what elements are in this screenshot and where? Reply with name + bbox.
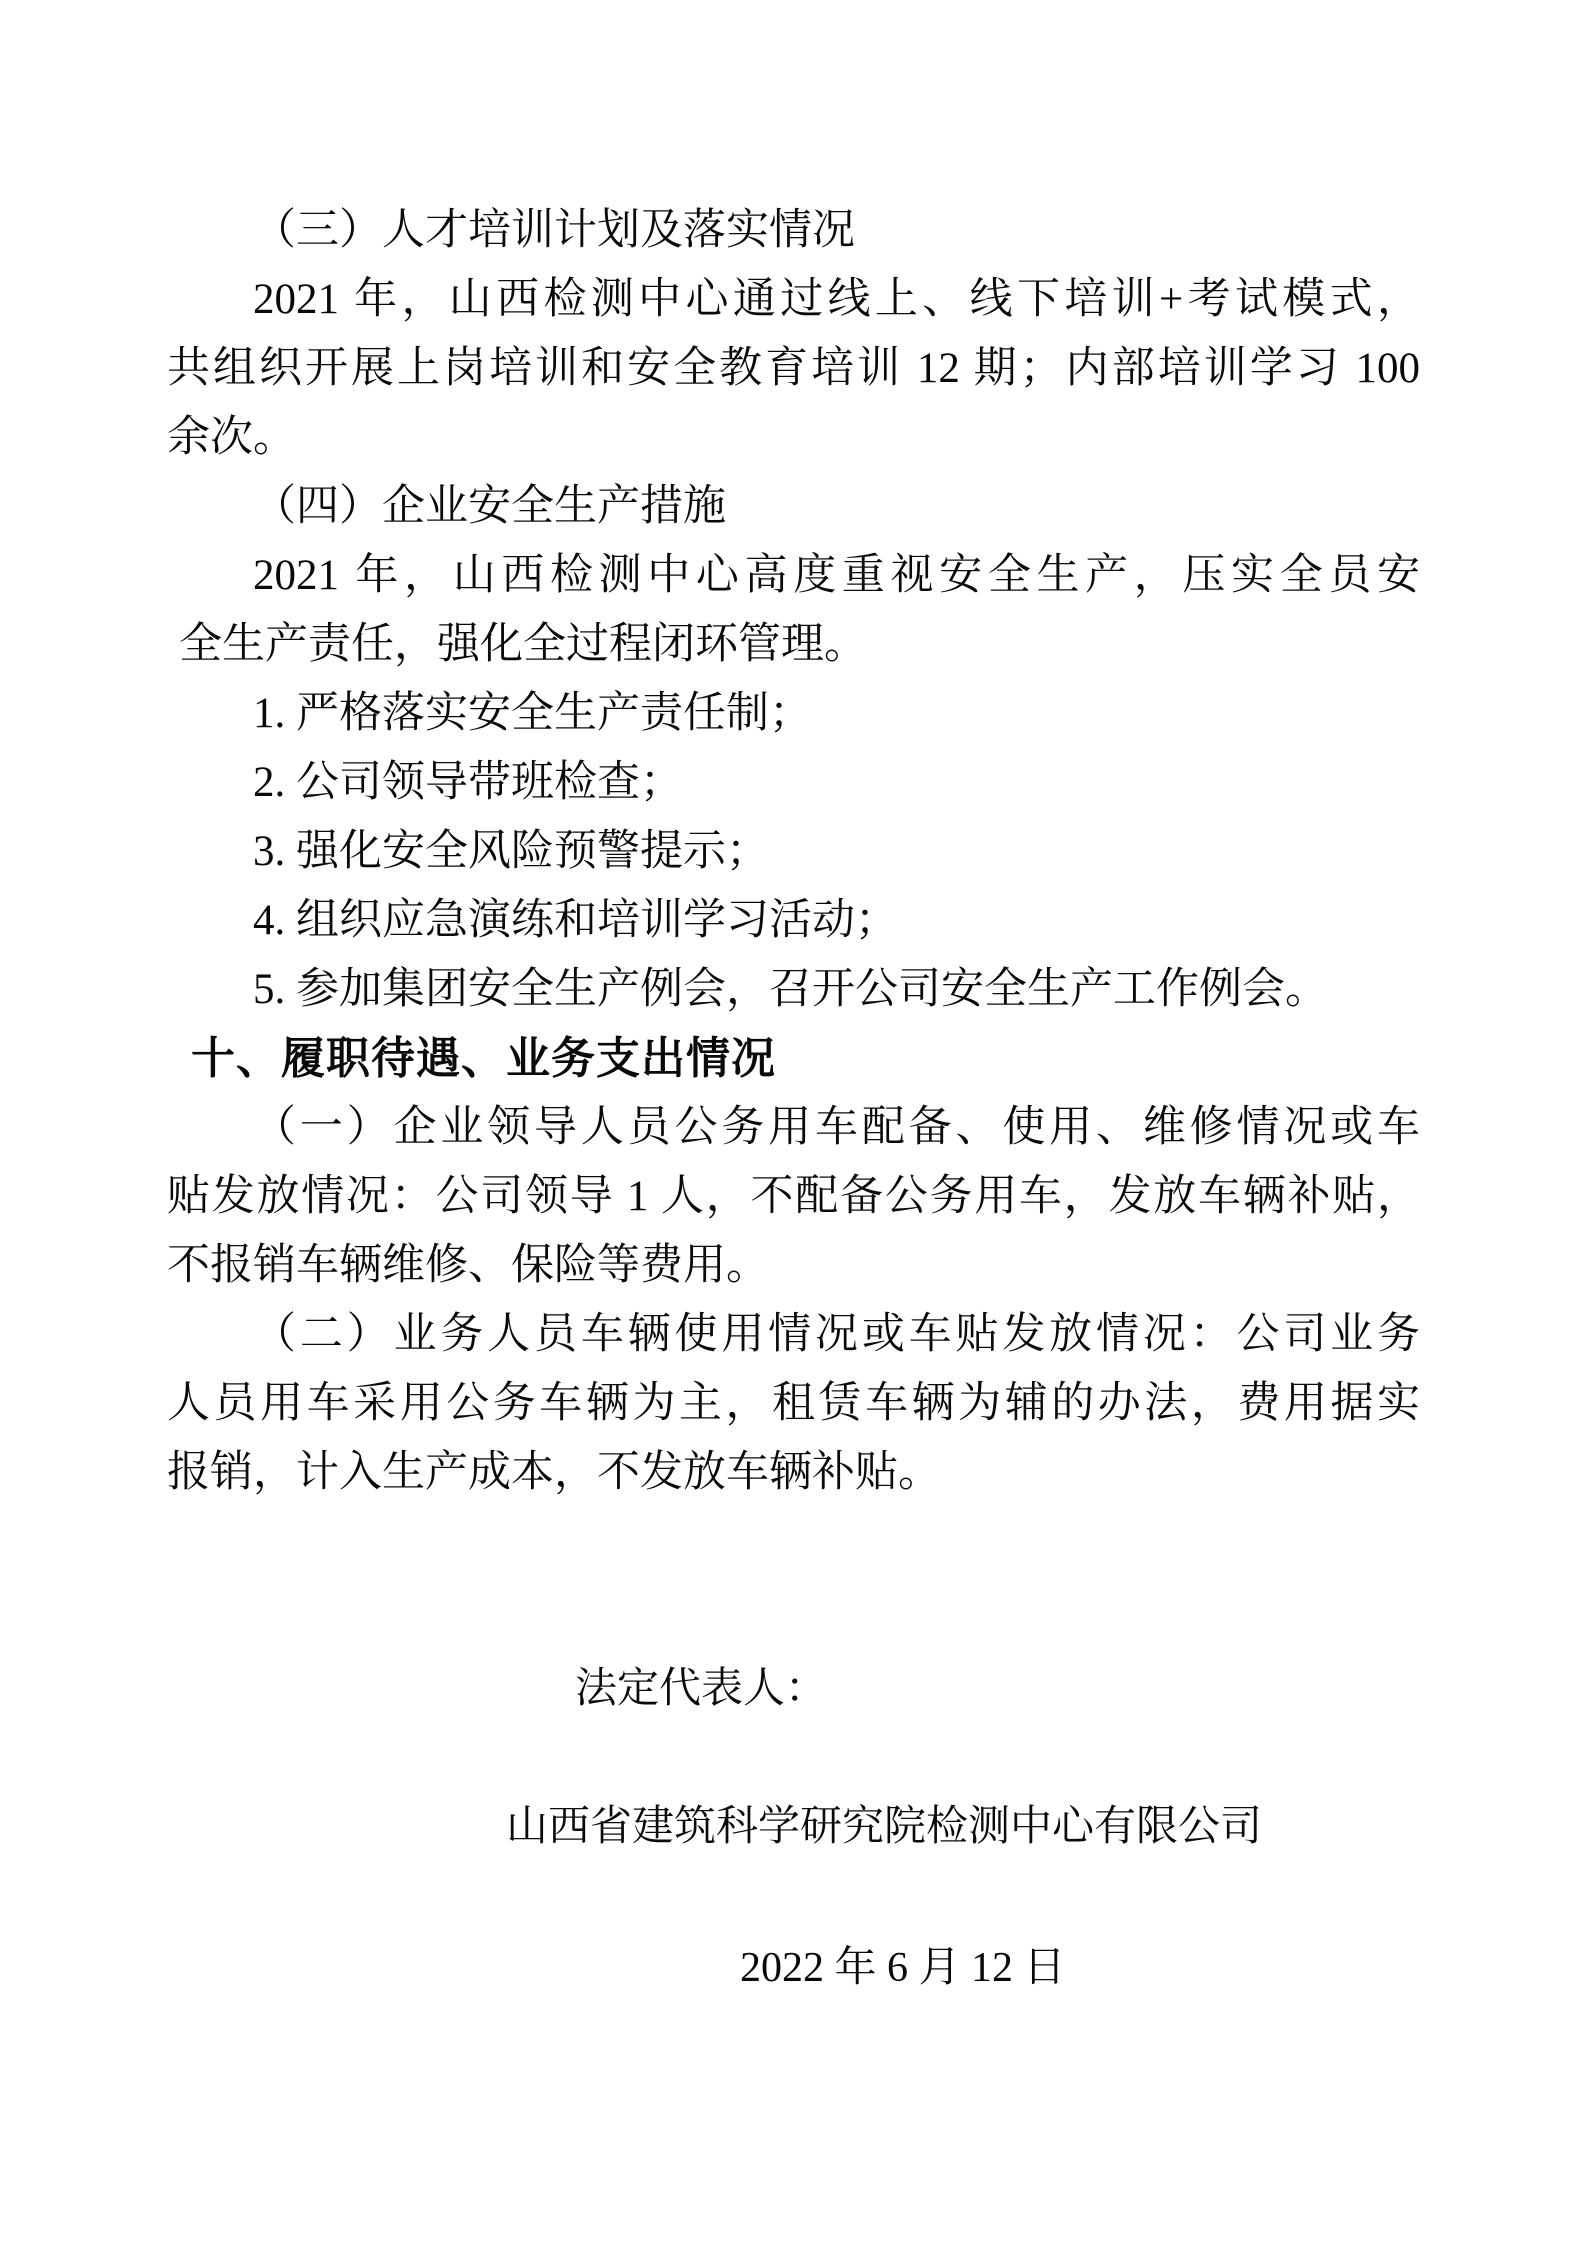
list-item: 1. 严格落实安全生产责任制； <box>253 690 812 737</box>
document-body <box>167 196 1420 1507</box>
paragraph-line: 2021 年，山西检测中心高度重视安全生产，压实全员安 <box>253 552 1420 599</box>
paragraph-line: 余次。 <box>167 414 296 461</box>
subsection-heading-training: （三）人才培训计划及落实情况 <box>253 207 855 254</box>
paragraph-line: 报销，计入生产成本，不发放车辆补贴。 <box>167 1449 941 1496</box>
list-item: 2. 公司领导带班检查； <box>253 759 683 806</box>
paragraph-line: 不报销车辆维修、保险等费用。 <box>167 1242 769 1289</box>
paragraph-line: 全生产责任，强化全过程闭环管理。 <box>179 621 867 668</box>
paragraph-line: 共组织开展上岗培训和安全教育培训 12 期；内部培训学习 100 <box>167 345 1420 392</box>
list-item: 4. 组织应急演练和培训学习活动； <box>253 897 898 944</box>
subsection-heading-safety: （四）企业安全生产措施 <box>253 483 726 530</box>
paragraph-line: 贴发放情况：公司领导 1 人，不配备公务用车，发放车辆补贴， <box>167 1173 1420 1220</box>
section-heading-10: 十、履职待遇、业务支出情况 <box>191 1034 776 1083</box>
legal-representative-label: 法定代表人： <box>575 1666 828 1712</box>
list-item: 3. 强化安全风险预警提示； <box>253 828 769 875</box>
company-name: 山西省建筑科学研究院检测中心有限公司 <box>506 1804 1263 1850</box>
paragraph-line: （二）业务人员车辆使用情况或车贴发放情况：公司业务 <box>253 1311 1420 1358</box>
report-date: 2022 年 6 月 12 日 <box>740 1945 1066 1991</box>
paragraph-line: 人员用车采用公务车辆为主，租赁车辆为辅的办法，费用据实 <box>167 1380 1420 1427</box>
paragraph-line: （一）企业领导人员公务用车配备、使用、维修情况或车 <box>253 1104 1420 1151</box>
paragraph-line: 2021 年，山西检测中心通过线上、线下培训+考试模式， <box>253 276 1420 323</box>
list-item: 5. 参加集团安全生产例会，召开公司安全生产工作例会。 <box>253 966 1328 1013</box>
